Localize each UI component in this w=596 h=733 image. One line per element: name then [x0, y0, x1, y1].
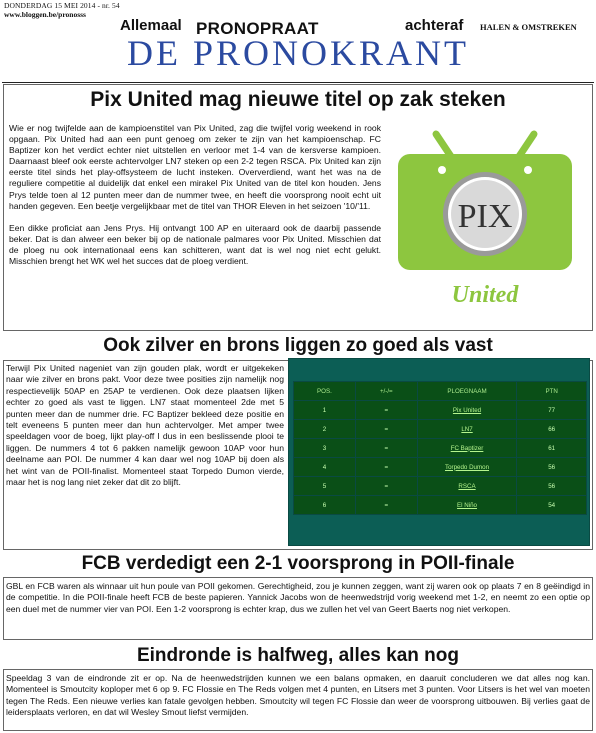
col-header-pos: POS. [294, 382, 356, 401]
article-4-body [6, 673, 590, 718]
blog-url[interactable]: www.bloggen.be/pronosss [4, 10, 86, 19]
masthead-allemaal: Allemaal [120, 17, 182, 34]
article-1-headline: Pix United mag nieuwe titel op zak steken [90, 88, 506, 111]
cell-points: 66 [517, 420, 587, 439]
table-row [294, 420, 587, 439]
article-2-body [6, 363, 284, 488]
article-3-paragraph-1: GBL en FCB waren als winnaar uit hun poule van POII gekomen. Gerechtigheid, zou je kunnen zeggen, want zij waren ook op plaats 7 en 8 geëindigd in de competitie. In die POII-finale heeft FCB de beste papieren. Yannick Jacobs won de heenwedstrijd vorig weekend met 1-2, en neemt zo een optie op een duel met de nummer vier van POI. Een 1-2 voorsprong is echter krap, dus we zullen het vel van Geert Baerts nog niet verkopen. [6, 581, 590, 614]
masthead-rule [2, 82, 594, 83]
cell-points: 56 [517, 458, 587, 477]
table-row [294, 477, 587, 496]
cell-points: 61 [517, 439, 587, 458]
issue-date: DONDERDAG 15 MEI 2014 - nr. 54 [4, 1, 120, 10]
cell-pos: 4 [294, 458, 356, 477]
cell-change: = [355, 420, 417, 439]
cell-team-link[interactable]: LN7 [417, 420, 517, 439]
table-row [294, 496, 587, 515]
cell-points: 77 [517, 401, 587, 420]
cell-points: 56 [517, 477, 587, 496]
article-2-paragraph-1: Terwijl Pix United nageniet van zijn gouden plak, wordt er uitgekeken naar wie zilver en brons pakt. Voor deze twee posities zijn namelijk nog respectievelijk 50AP en 25AP te verdienen. Ook deze plaatsen lijken echter zo goed als vast te liggen. LN7 staat momenteel 2de met 5 punten meer dan de nummer drie. FC Baptizer bekleed deze positie en telt eveneens 5 punten meer dan hun achtervolger. Met amper twee speeldagen voor de boeg, lijkt play-off I dus in een beslissende plooi te liggen. De nummers 4 tot 6 pakken namelijk gewoon 10AP voor hun deelname aan POI. De nummer 4 kan daar wel nog 10AP bij doen als het wint van de POII-finalist. Momenteel staat Torpedo Dumon vierde, maar het is nog lang niet zeker dat dit zo blijft. [6, 363, 284, 488]
cell-pos: 6 [294, 496, 356, 515]
cell-change: = [355, 458, 417, 477]
cell-team-link[interactable]: Pix United [417, 401, 517, 420]
cell-change: = [355, 477, 417, 496]
article-4-paragraph-1: Speeldag 3 van de eindronde zit er op. Na de heenwedstrijden kunnen we een balans opmaken, en daaruit concluderen we dat alles nog kan. Momenteel is Smoutcity koploper met 6 op 9. FC Flossie en The Reds volgen met 4 punten, en Litsers met 3 punten. Voor Litsers is het wel van moeten tegen The Reds. Een nieuwe verlies kan fatale gevolgen hebben. Smoutcity wil tegen FC Flossie dan weer de voorsprong uitbouwen. Bij verlies gaat de leidersplaats verloren, en dat wil Wesley Smout liefst vermijden. [6, 673, 590, 717]
table-row [294, 401, 587, 420]
col-header-change: +/-/= [355, 382, 417, 401]
article-1-paragraph-2: Een dikke proficiat aan Jens Prys. Hij ontvangt 100 AP en uiteraard ook de daarbij passende beker. Dat is dan alweer een beker bij op de nationale palmares voor Pix United. Misschien dat de ploeg nu ook internationaal eens kan schitteren, want dat is wel nog niet echt gelukt. Misschien brengt het WK wel het succes dat de ploeg verdient. [9, 222, 381, 267]
cell-pos: 2 [294, 420, 356, 439]
masthead-achteraf: achteraf [405, 17, 464, 34]
article-1-body [9, 123, 381, 267]
cell-pos: 5 [294, 477, 356, 496]
masthead-region: HALEN & OMSTREKEN [480, 22, 577, 32]
cell-team-link[interactable]: El Niño [417, 496, 517, 515]
cell-pos: 3 [294, 439, 356, 458]
table-row [294, 458, 587, 477]
cell-team-link[interactable]: FC Baptizer [417, 439, 517, 458]
col-header-points: PTN [517, 382, 587, 401]
cell-team-link[interactable]: Torpedo Dumon [417, 458, 517, 477]
cell-points: 54 [517, 496, 587, 515]
article-4-headline: Eindronde is halfweg, alles kan nog [136, 645, 459, 666]
logo-text: PIX [457, 198, 513, 235]
article-1-paragraph-1: Wie er nog twijfelde aan de kampioenstitel van Pix United, zag die twijfel vorig weekend in rook opgaan. Pix United had aan een punt genoeg om zeker te zijn van het kampioenschap. FC Baptizer kon het verdict echter niet uitstellen en verloor met 1-4 van de kersverse kampioen. Daarnaast bleef ook eerste achtervolger LN7 steken op een 2-2 tegen RSCA. Pix United kan zijn eerste titel sinds het play-offsysteem de lucht insteken. Oververdiend, want het was na de reguliere competitie al duidelijk dat enkel een mirakel Pix United van de titel kon houden. Jens Prys telde toen al 12 punten meer dan de nummer twee, en heeft die voorsprong nooit echt uit handen gegeven. Een beetje vergelijkbaar met de titel van THOR Eleven in het seizoen '10/'11. [9, 123, 381, 211]
cell-change: = [355, 439, 417, 458]
cell-team-link[interactable]: RSCA [417, 477, 517, 496]
cell-pos: 1 [294, 401, 356, 420]
article-3-headline: FCB verdedigt een 2-1 voorsprong in POII-finale [81, 553, 515, 574]
article-2-headline: Ook zilver en brons liggen zo goed als vast [103, 335, 493, 356]
pix-united-logo [384, 126, 586, 312]
newspaper-title: DE PRONOKRANT [126, 33, 469, 73]
masthead-pronopraat: PRONOPRAAT [196, 19, 319, 38]
table-row [294, 439, 587, 458]
logo-subtext: United [451, 282, 519, 308]
cell-change: = [355, 496, 417, 515]
col-header-team: PLOEGNAAM [417, 382, 517, 401]
article-3-body [6, 581, 590, 615]
cell-change: = [355, 401, 417, 420]
standings-table [288, 358, 590, 546]
